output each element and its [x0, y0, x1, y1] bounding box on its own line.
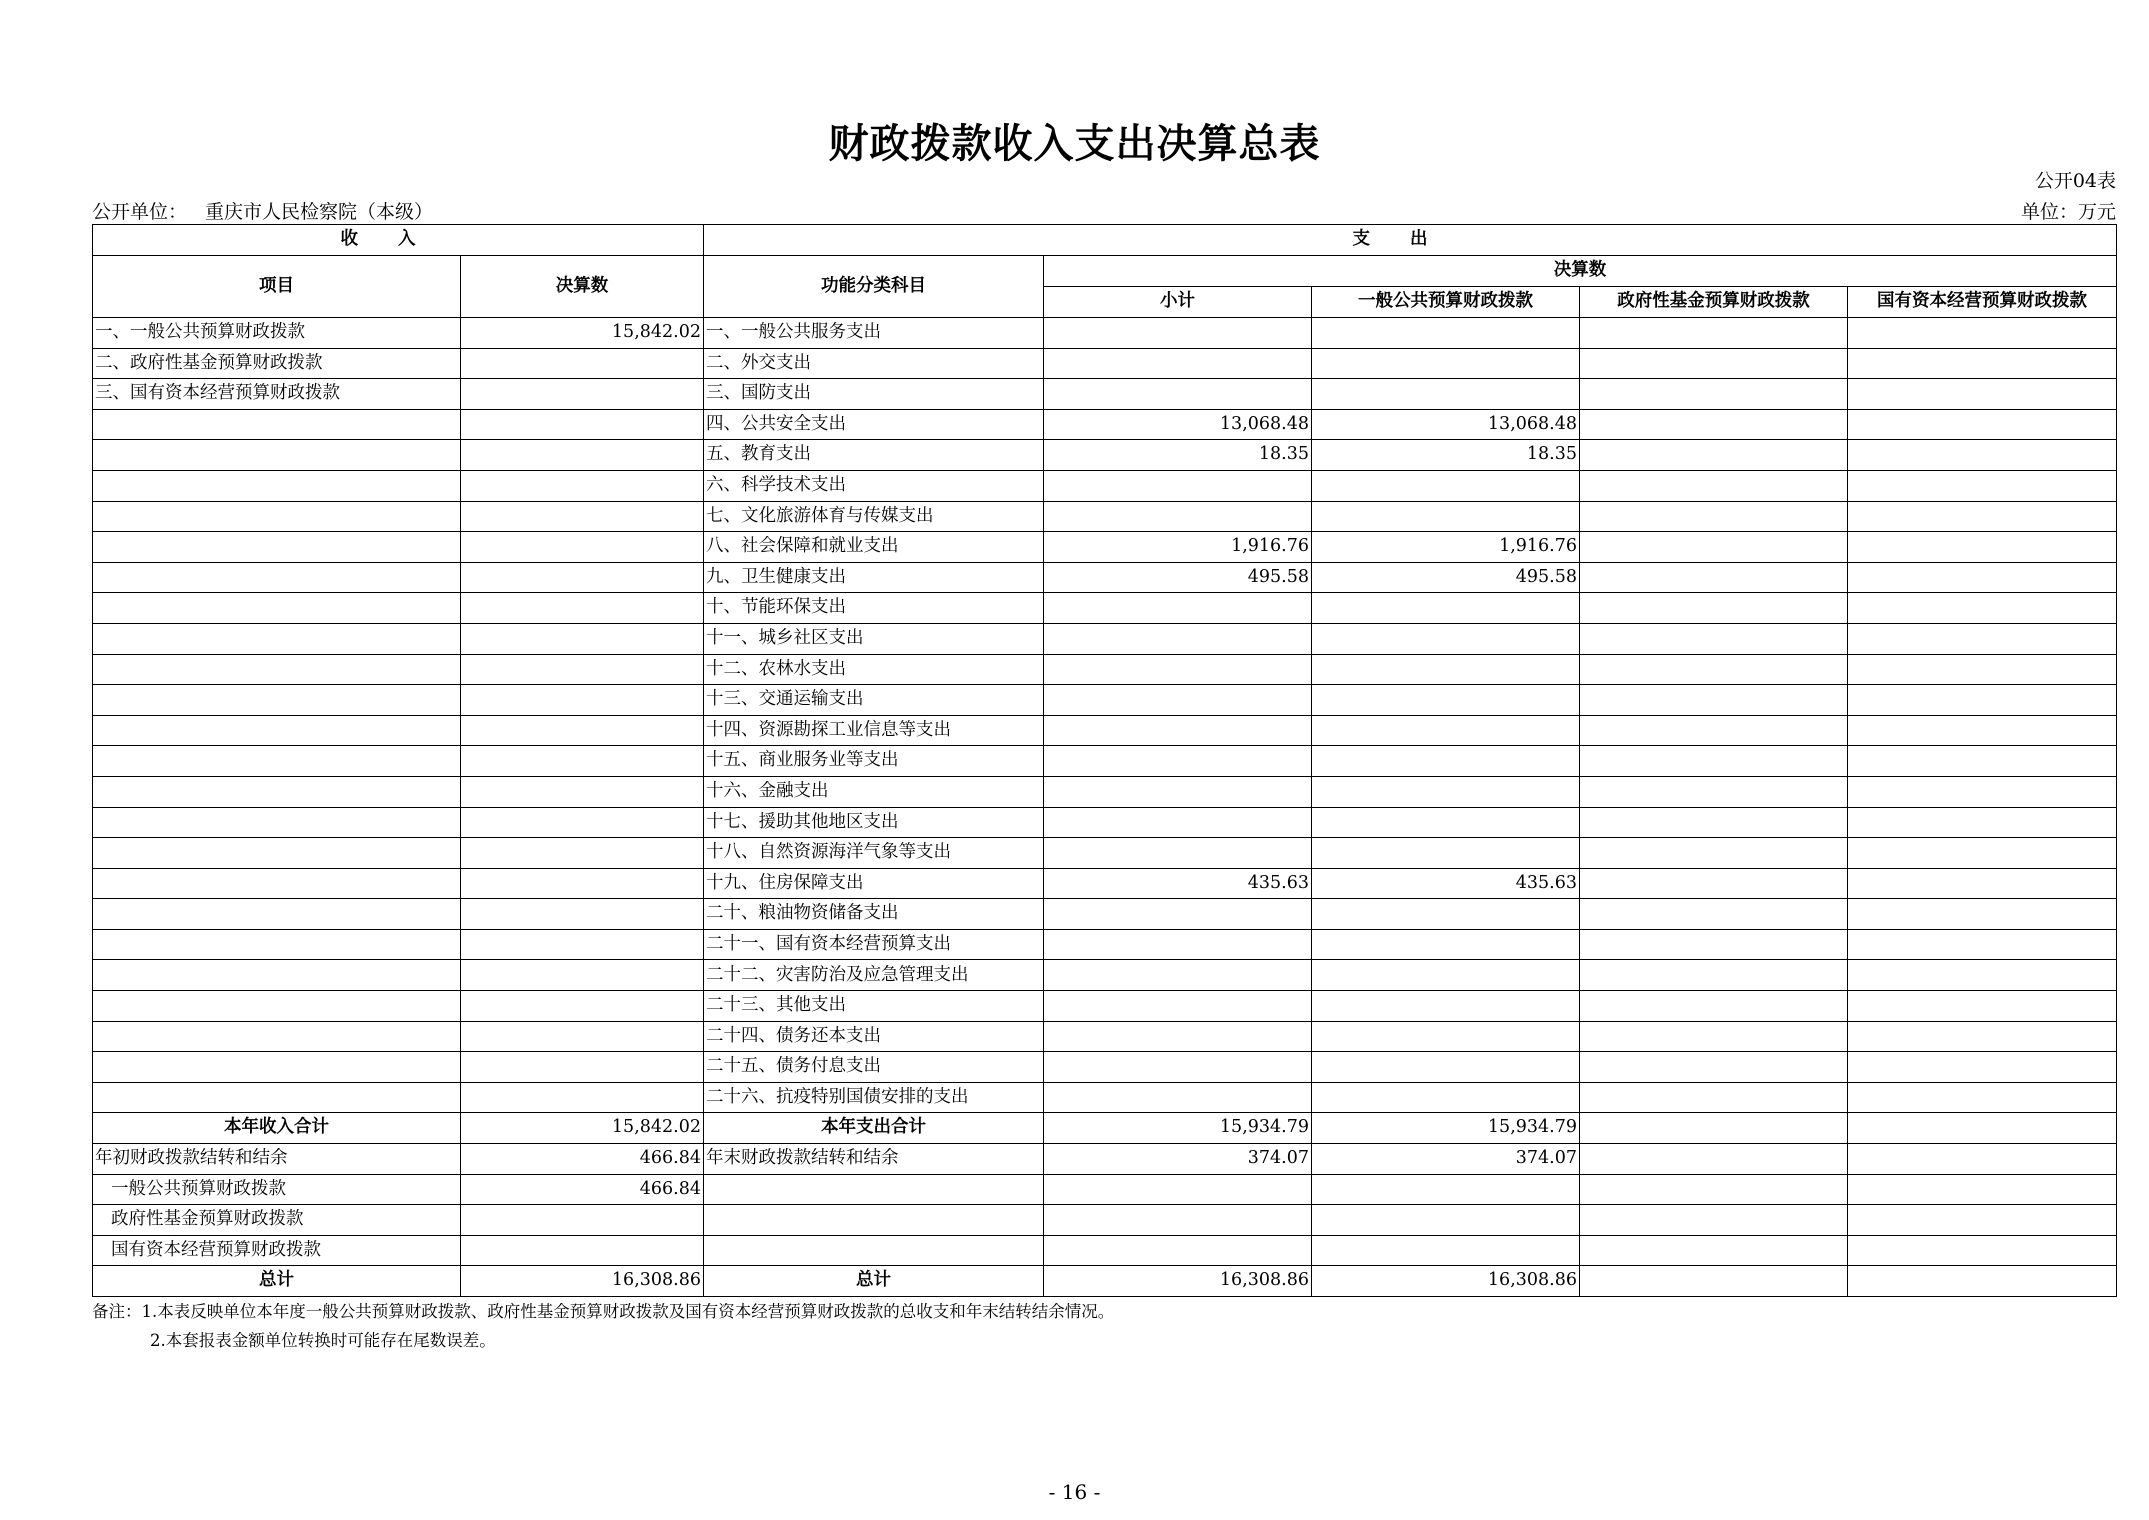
income-item-cell [93, 929, 461, 960]
expense-item-cell: 十、节能环保支出 [704, 593, 1044, 624]
carry-out-capital [1848, 1144, 2117, 1175]
subtotal-cell [1044, 715, 1312, 746]
subtotal-cell [1044, 1082, 1312, 1113]
income-amount-cell [461, 960, 704, 991]
grand-expense-capital [1848, 1266, 2117, 1297]
income-item-cell [93, 746, 461, 777]
income-header: 收入 [93, 225, 704, 256]
carry-in-value: 466.84 [461, 1144, 704, 1175]
table-row [93, 532, 2117, 563]
income-item-cell [93, 899, 461, 930]
gov-fund-cell [1580, 1082, 1848, 1113]
carry-in-label: 年初财政拨款结转和结余 [93, 1144, 461, 1175]
expense-item-cell: 二十一、国有资本经营预算支出 [704, 929, 1044, 960]
table-row [93, 623, 2117, 654]
item-header: 项目 [93, 256, 461, 318]
income-item-cell [93, 715, 461, 746]
general-budget-cell [1312, 623, 1580, 654]
table-row [93, 715, 2117, 746]
income-amount-cell [461, 654, 704, 685]
state-capital-cell [1848, 685, 2117, 716]
expense-item-cell: 三、国防支出 [704, 379, 1044, 410]
note-2: 2.本套报表金额单位转换时可能存在尾数误差。 [150, 1331, 496, 1350]
income-amount-cell [461, 838, 704, 869]
subtotal-cell [1044, 593, 1312, 624]
gov-fund-cell [1580, 899, 1848, 930]
grand-expense-subtotal: 16,308.86 [1044, 1266, 1312, 1297]
gov-fund-cell [1580, 868, 1848, 899]
state-capital-cell [1848, 715, 2117, 746]
grand-income-value: 16,308.86 [461, 1266, 704, 1297]
expense-total-subtotal: 15,934.79 [1044, 1113, 1312, 1144]
reporting-unit [92, 197, 433, 224]
gov-fund-cell [1580, 991, 1848, 1022]
gov-fund-cell [1580, 623, 1848, 654]
carry-in-sub-value [461, 1235, 704, 1266]
expense-item-cell: 二十四、债务还本支出 [704, 1021, 1044, 1052]
expense-item-cell: 十七、援助其他地区支出 [704, 807, 1044, 838]
subtotal-cell: 18.35 [1044, 440, 1312, 471]
table-row [93, 929, 2117, 960]
income-item-cell [93, 807, 461, 838]
gov-fund-header: 政府性基金预算财政拨款 [1580, 287, 1848, 318]
grand-total-row [93, 1266, 2117, 1297]
table-row [93, 746, 2117, 777]
blank-cell [1312, 1205, 1580, 1236]
table-row [93, 318, 2117, 349]
blank-cell [1848, 1174, 2117, 1205]
grand-income-label: 总计 [93, 1266, 461, 1297]
header-row-2 [93, 256, 2117, 287]
general-budget-cell [1312, 776, 1580, 807]
income-amount-cell [461, 593, 704, 624]
income-amount-cell [461, 715, 704, 746]
income-amount-cell: 15,842.02 [461, 318, 704, 349]
table-row [93, 1052, 2117, 1083]
table-row [93, 501, 2117, 532]
income-amount-cell [461, 776, 704, 807]
income-amount-cell [461, 379, 704, 410]
expense-item-cell: 十六、金融支出 [704, 776, 1044, 807]
table-row [93, 379, 2117, 410]
expense-item-cell: 二十五、债务付息支出 [704, 1052, 1044, 1083]
table-row [93, 1082, 2117, 1113]
expense-total-capital [1848, 1113, 2117, 1144]
expense-item-cell: 七、文化旅游体育与传媒支出 [704, 501, 1044, 532]
expense-item-cell: 六、科学技术支出 [704, 470, 1044, 501]
gov-fund-cell [1580, 318, 1848, 349]
subtotal-cell [1044, 501, 1312, 532]
state-capital-cell [1848, 654, 2117, 685]
income-amount-cell [461, 685, 704, 716]
gov-fund-cell [1580, 746, 1848, 777]
income-item-cell [93, 960, 461, 991]
income-item-cell [93, 532, 461, 563]
subtotal-cell: 13,068.48 [1044, 409, 1312, 440]
blank-cell [1044, 1235, 1312, 1266]
income-item-cell: 三、国有资本经营预算财政拨款 [93, 379, 461, 410]
table-row [93, 776, 2117, 807]
gov-fund-cell [1580, 838, 1848, 869]
subtotal-cell [1044, 1052, 1312, 1083]
expense-total-fund [1580, 1113, 1848, 1144]
gov-fund-cell [1580, 470, 1848, 501]
subtotal-cell [1044, 1021, 1312, 1052]
state-capital-cell [1848, 991, 2117, 1022]
amount-header: 决算数 [461, 256, 704, 318]
unit-label: 公开单位： [92, 201, 188, 223]
carry-out-subtotal: 374.07 [1044, 1144, 1312, 1175]
blank-cell [1044, 1205, 1312, 1236]
subtotal-cell [1044, 348, 1312, 379]
state-capital-cell [1848, 960, 2117, 991]
general-budget-cell: 1,916.76 [1312, 532, 1580, 563]
general-budget-cell [1312, 929, 1580, 960]
blank-cell [1580, 1174, 1848, 1205]
carry-out-label: 年末财政拨款结转和结余 [704, 1144, 1044, 1175]
state-capital-cell [1848, 899, 2117, 930]
carry-in-breakdown-row [93, 1235, 2117, 1266]
table-row [93, 470, 2117, 501]
expense-item-cell: 十三、交通运输支出 [704, 685, 1044, 716]
state-capital-cell [1848, 318, 2117, 349]
table-row [93, 1021, 2117, 1052]
subtotal-cell [1044, 991, 1312, 1022]
table-row [93, 991, 2117, 1022]
income-item-cell [93, 654, 461, 685]
income-amount-cell [461, 807, 704, 838]
income-amount-cell [461, 868, 704, 899]
carry-out-general: 374.07 [1312, 1144, 1580, 1175]
income-amount-cell [461, 501, 704, 532]
income-item-cell [93, 593, 461, 624]
gov-fund-cell [1580, 715, 1848, 746]
state-capital-cell [1848, 1021, 2117, 1052]
expense-item-cell: 二十三、其他支出 [704, 991, 1044, 1022]
income-item-cell [93, 562, 461, 593]
table-row [93, 440, 2117, 471]
state-capital-cell [1848, 1082, 2117, 1113]
note-1: 备注：1.本表反映单位本年度一般公共预算财政拨款、政府性基金预算财政拨款及国有资本经营预算财政拨款的总收支和年末结转结余情况。 [92, 1302, 1115, 1321]
subtotal-cell [1044, 929, 1312, 960]
expense-total-general: 15,934.79 [1312, 1113, 1580, 1144]
carry-in-sub-value [461, 1205, 704, 1236]
state-capital-cell [1848, 623, 2117, 654]
general-budget-cell [1312, 838, 1580, 869]
general-budget-cell [1312, 991, 1580, 1022]
subtotal-cell [1044, 654, 1312, 685]
grand-expense-general: 16,308.86 [1312, 1266, 1580, 1297]
expense-item-cell: 二十二、灾害防治及应急管理支出 [704, 960, 1044, 991]
general-budget-cell: 13,068.48 [1312, 409, 1580, 440]
general-budget-cell [1312, 715, 1580, 746]
state-capital-cell [1848, 807, 2117, 838]
state-capital-cell [1848, 501, 2117, 532]
income-item-cell [93, 409, 461, 440]
income-item-cell: 一、一般公共预算财政拨款 [93, 318, 461, 349]
expense-item-cell: 十五、商业服务业等支出 [704, 746, 1044, 777]
carry-in-sub-label: 一般公共预算财政拨款 [93, 1174, 461, 1205]
general-budget-cell [1312, 899, 1580, 930]
general-budget-cell: 435.63 [1312, 868, 1580, 899]
expense-item-cell: 十二、农林水支出 [704, 654, 1044, 685]
subtotal-cell [1044, 379, 1312, 410]
carry-in-breakdown-row [93, 1205, 2117, 1236]
income-amount-cell [461, 532, 704, 563]
income-item-cell [93, 1082, 461, 1113]
gov-fund-cell [1580, 960, 1848, 991]
income-item-cell [93, 685, 461, 716]
gov-fund-cell [1580, 929, 1848, 960]
expense-item-cell: 十八、自然资源海洋气象等支出 [704, 838, 1044, 869]
blank-cell [1848, 1205, 2117, 1236]
subtotal-cell [1044, 746, 1312, 777]
carry-in-sub-label: 政府性基金预算财政拨款 [93, 1205, 461, 1236]
income-amount-cell [461, 1082, 704, 1113]
gov-fund-cell [1580, 654, 1848, 685]
state-capital-cell [1848, 348, 2117, 379]
general-budget-cell [1312, 1021, 1580, 1052]
expense-header: 支出 [704, 225, 2117, 256]
income-amount-cell [461, 899, 704, 930]
grand-expense-label: 总计 [704, 1266, 1044, 1297]
subtotal-cell [1044, 899, 1312, 930]
gov-fund-cell [1580, 440, 1848, 471]
general-budget-cell: 18.35 [1312, 440, 1580, 471]
general-budget-cell [1312, 746, 1580, 777]
income-item-cell [93, 440, 461, 471]
state-capital-cell [1848, 838, 2117, 869]
carry-in-sub-label: 国有资本经营预算财政拨款 [93, 1235, 461, 1266]
income-total-value: 15,842.02 [461, 1113, 704, 1144]
blank-cell [1312, 1235, 1580, 1266]
year-total-row [93, 1113, 2117, 1144]
general-budget-cell [1312, 685, 1580, 716]
subtotal-cell [1044, 776, 1312, 807]
gov-fund-cell [1580, 409, 1848, 440]
general-budget-cell: 495.58 [1312, 562, 1580, 593]
state-capital-cell [1848, 409, 2117, 440]
expense-total-label: 本年支出合计 [704, 1113, 1044, 1144]
general-budget-cell [1312, 348, 1580, 379]
general-budget-cell [1312, 593, 1580, 624]
blank-cell [1848, 1235, 2117, 1266]
expense-item-cell: 一、一般公共服务支出 [704, 318, 1044, 349]
income-amount-cell [461, 746, 704, 777]
blank-cell [704, 1205, 1044, 1236]
expense-item-cell: 九、卫生健康支出 [704, 562, 1044, 593]
expense-item-cell: 二十六、抗疫特别国债安排的支出 [704, 1082, 1044, 1113]
gov-fund-cell [1580, 593, 1848, 624]
state-capital-cell [1848, 776, 2117, 807]
subtotal-cell [1044, 623, 1312, 654]
grand-expense-fund [1580, 1266, 1848, 1297]
general-budget-cell [1312, 960, 1580, 991]
income-item-cell [93, 501, 461, 532]
carry-over-row [93, 1144, 2117, 1175]
subtotal-cell: 435.63 [1044, 868, 1312, 899]
state-capital-header: 国有资本经营预算财政拨款 [1848, 287, 2117, 318]
state-capital-cell [1848, 379, 2117, 410]
table-row [93, 807, 2117, 838]
subtotal-cell [1044, 838, 1312, 869]
income-amount-cell [461, 929, 704, 960]
gov-fund-cell [1580, 532, 1848, 563]
subtotal-cell [1044, 685, 1312, 716]
gov-fund-cell [1580, 807, 1848, 838]
table-row [93, 838, 2117, 869]
gov-fund-cell [1580, 379, 1848, 410]
unit-name: 重庆市人民检察院（本级） [205, 201, 434, 223]
general-budget-cell [1312, 470, 1580, 501]
final-header: 决算数 [1044, 256, 2117, 287]
subtotal-header: 小计 [1044, 287, 1312, 318]
income-amount-cell [461, 348, 704, 379]
income-amount-cell [461, 409, 704, 440]
expense-item-cell: 二十、粮油物资储备支出 [704, 899, 1044, 930]
general-budget-cell [1312, 1052, 1580, 1083]
table-row [93, 562, 2117, 593]
expense-item-cell: 十九、住房保障支出 [704, 868, 1044, 899]
table-row [93, 960, 2117, 991]
subtotal-cell [1044, 807, 1312, 838]
income-amount-cell [461, 440, 704, 471]
general-budget-header: 一般公共预算财政拨款 [1312, 287, 1580, 318]
state-capital-cell [1848, 470, 2117, 501]
subtotal-cell [1044, 470, 1312, 501]
table-row [93, 409, 2117, 440]
subtotal-cell [1044, 318, 1312, 349]
state-capital-cell [1848, 746, 2117, 777]
expense-item-cell: 四、公共安全支出 [704, 409, 1044, 440]
blank-cell [1312, 1174, 1580, 1205]
general-budget-cell [1312, 654, 1580, 685]
income-total-label: 本年收入合计 [93, 1113, 461, 1144]
blank-cell [704, 1235, 1044, 1266]
table-row [93, 899, 2117, 930]
income-amount-cell [461, 1021, 704, 1052]
state-capital-cell [1848, 562, 2117, 593]
income-item-cell [93, 868, 461, 899]
general-budget-cell [1312, 807, 1580, 838]
state-capital-cell [1848, 868, 2117, 899]
state-capital-cell [1848, 593, 2117, 624]
blank-cell [1580, 1205, 1848, 1236]
income-item-cell [93, 1052, 461, 1083]
gov-fund-cell [1580, 562, 1848, 593]
expense-item-cell: 十四、资源勘探工业信息等支出 [704, 715, 1044, 746]
finance-table [92, 224, 2117, 1297]
carry-out-fund [1580, 1144, 1848, 1175]
expense-item-cell: 二、外交支出 [704, 348, 1044, 379]
table-row [93, 654, 2117, 685]
income-amount-cell [461, 1052, 704, 1083]
income-item-cell [93, 623, 461, 654]
income-item-cell [93, 470, 461, 501]
income-amount-cell [461, 562, 704, 593]
expense-item-cell: 八、社会保障和就业支出 [704, 532, 1044, 563]
income-item-cell [93, 1021, 461, 1052]
subtotal-cell: 1,916.76 [1044, 532, 1312, 563]
currency-unit: 单位：万元 [2020, 201, 2116, 223]
subtotal-cell: 495.58 [1044, 562, 1312, 593]
blank-cell [704, 1174, 1044, 1205]
state-capital-cell [1848, 929, 2117, 960]
expense-item-cell: 十一、城乡社区支出 [704, 623, 1044, 654]
gov-fund-cell [1580, 501, 1848, 532]
blank-cell [1580, 1235, 1848, 1266]
general-budget-cell [1312, 318, 1580, 349]
table-row [93, 593, 2117, 624]
general-budget-cell [1312, 1082, 1580, 1113]
table-row [93, 868, 2117, 899]
income-amount-cell [461, 623, 704, 654]
header-row-1 [93, 225, 2117, 256]
income-item-cell: 二、政府性基金预算财政拨款 [93, 348, 461, 379]
carry-in-sub-value: 466.84 [461, 1174, 704, 1205]
table-row [93, 348, 2117, 379]
table-row [93, 685, 2117, 716]
general-budget-cell [1312, 501, 1580, 532]
gov-fund-cell [1580, 1052, 1848, 1083]
page-title: 财政拨款收入支出决算总表 [828, 121, 1321, 167]
gov-fund-cell [1580, 776, 1848, 807]
gov-fund-cell [1580, 348, 1848, 379]
income-amount-cell [461, 470, 704, 501]
func-category-header: 功能分类科目 [704, 256, 1044, 318]
expense-item-cell: 五、教育支出 [704, 440, 1044, 471]
income-item-cell [93, 991, 461, 1022]
subtotal-cell [1044, 960, 1312, 991]
general-budget-cell [1312, 379, 1580, 410]
income-item-cell [93, 838, 461, 869]
income-item-cell [93, 776, 461, 807]
blank-cell [1044, 1174, 1312, 1205]
carry-in-breakdown-row [93, 1174, 2117, 1205]
gov-fund-cell [1580, 685, 1848, 716]
state-capital-cell [1848, 440, 2117, 471]
income-amount-cell [461, 991, 704, 1022]
gov-fund-cell [1580, 1021, 1848, 1052]
state-capital-cell [1848, 532, 2117, 563]
page-number: - 16 - [1048, 1480, 1101, 1504]
form-number: 公开04表 [2034, 170, 2116, 192]
state-capital-cell [1848, 1052, 2117, 1083]
